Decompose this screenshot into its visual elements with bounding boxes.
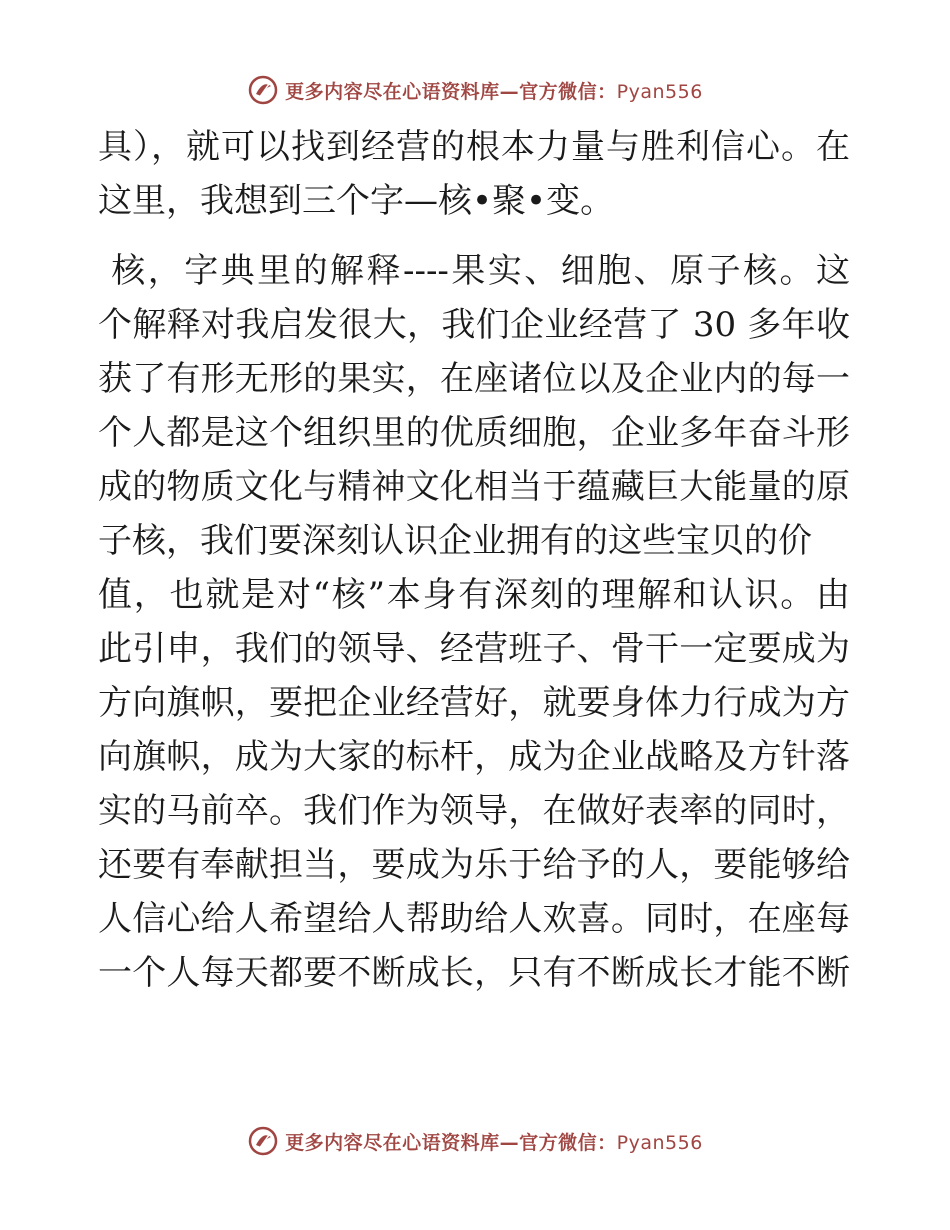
text-line: 个人都是这个组织里的优质细胞，企业多年奋斗形 bbox=[98, 413, 850, 453]
text-line: 还要有奉献担当，要成为乐于给予的人，要能够给 bbox=[98, 845, 850, 885]
text-line: 一个人每天都要不断成长，只有不断成长才能不断 bbox=[98, 953, 850, 993]
watermark-id: Pyan556 bbox=[616, 80, 703, 103]
footer-watermark bbox=[0, 1121, 950, 1161]
document-body bbox=[98, 120, 850, 1000]
text-line: 子核，我们要深刻认识企业拥有的这些宝贝的价 bbox=[98, 521, 812, 561]
text-line: 获了有形无形的果实，在座诸位以及企业内的每一 bbox=[98, 359, 850, 399]
text-line: 人信心给人希望给人帮助给人欢喜。同时，在座每 bbox=[98, 899, 850, 939]
text-line: 核，字典里的解释----果实、细胞、原子核。这 bbox=[98, 251, 850, 291]
logo-icon bbox=[247, 1125, 279, 1157]
paragraph-2 bbox=[98, 244, 850, 1000]
text-line: 向旗帜，成为大家的标杆，成为企业战略及方针落 bbox=[98, 737, 850, 777]
text-line: 值，也就是对“核”本身有深刻的理解和认识。由 bbox=[98, 575, 850, 615]
text-line: 方向旗帜，要把企业经营好，就要身体力行成为方 bbox=[98, 683, 850, 723]
watermark-label: 更多内容尽在心语资料库—官方微信： bbox=[285, 80, 617, 103]
text-line: 这里，我想到三个字—核•聚•变。 bbox=[98, 181, 615, 221]
paragraph-1 bbox=[98, 120, 850, 228]
text-line: 具），就可以找到经营的根本力量与胜利信心。在 bbox=[98, 127, 850, 167]
watermark-label: 更多内容尽在心语资料库—官方微信： bbox=[285, 1131, 617, 1154]
header-watermark bbox=[0, 70, 950, 110]
text-line: 此引申，我们的领导、经营班子、骨干一定要成为 bbox=[98, 629, 850, 669]
logo-icon bbox=[247, 74, 279, 106]
watermark-text bbox=[285, 1128, 703, 1155]
text-line: 实的马前卒。我们作为领导，在做好表率的同时， bbox=[98, 791, 850, 831]
text-line: 成的物质文化与精神文化相当于蕴藏巨大能量的原 bbox=[98, 467, 850, 507]
watermark-id: Pyan556 bbox=[616, 1131, 703, 1154]
text-line: 个解释对我启发很大，我们企业经营了 30 多年收 bbox=[98, 305, 850, 345]
watermark-text bbox=[285, 77, 703, 104]
